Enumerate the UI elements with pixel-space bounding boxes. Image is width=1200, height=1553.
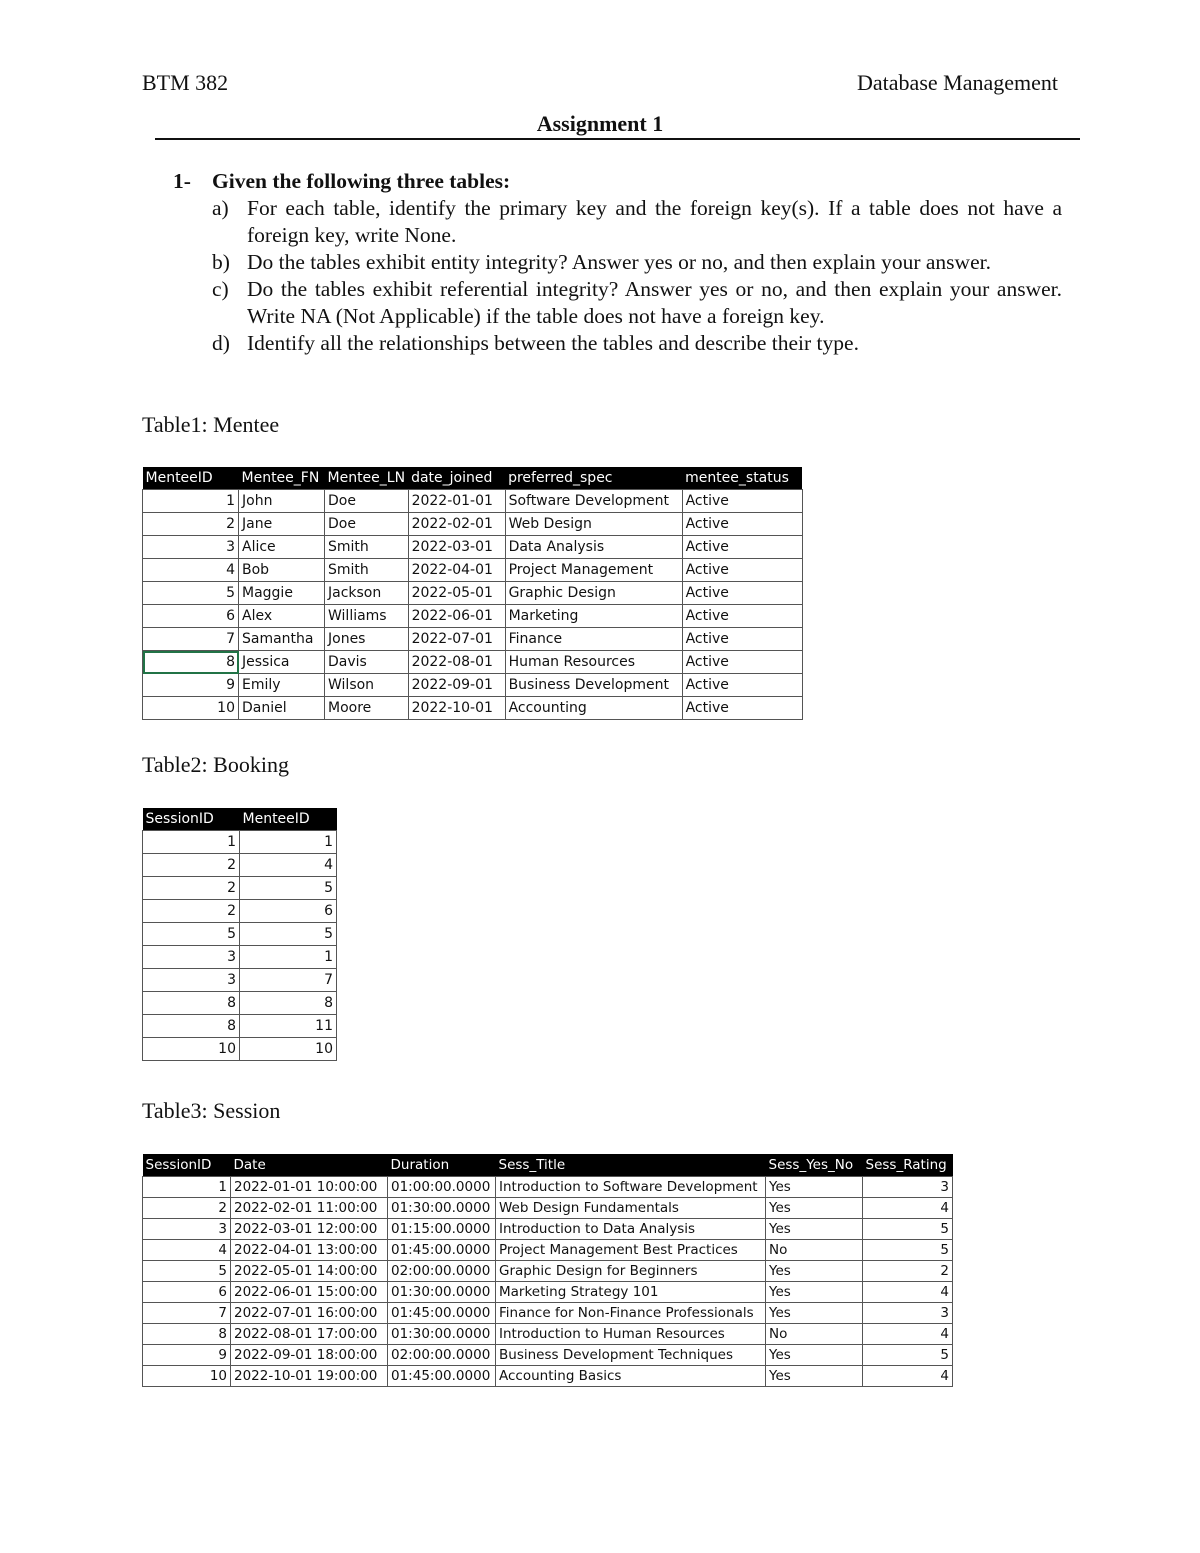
column-header[interactable]: Date: [231, 1154, 388, 1177]
table-cell[interactable]: Introduction to Software Development: [496, 1177, 766, 1198]
column-header[interactable]: Duration: [388, 1154, 496, 1177]
table-row: [143, 559, 803, 582]
table-cell[interactable]: 3: [863, 1177, 953, 1198]
table-row: [143, 900, 337, 923]
table-cell[interactable]: 2022-05-01 14:00:00: [231, 1261, 388, 1282]
table-cell[interactable]: Active: [682, 582, 802, 605]
table-cell[interactable]: Moore: [325, 697, 409, 720]
table-row: [143, 946, 337, 969]
table-cell[interactable]: Marketing Strategy 101: [496, 1282, 766, 1303]
table-cell[interactable]: Smith: [325, 559, 409, 582]
table-cell[interactable]: 2: [143, 877, 240, 900]
table-cell[interactable]: Emily: [239, 674, 325, 697]
table-cell[interactable]: Yes: [766, 1219, 863, 1240]
table-cell[interactable]: Yes: [766, 1261, 863, 1282]
table-cell[interactable]: Yes: [766, 1198, 863, 1219]
table-cell[interactable]: 9: [143, 1345, 231, 1366]
table-cell[interactable]: Active: [682, 513, 802, 536]
table-cell[interactable]: Wilson: [325, 674, 409, 697]
table-row: [143, 1038, 337, 1061]
table-cell[interactable]: 11: [240, 1015, 337, 1038]
table-cell[interactable]: 02:00:00.0000: [388, 1261, 496, 1282]
table-cell[interactable]: Web Design Fundamentals: [496, 1198, 766, 1219]
table-row: [143, 490, 803, 513]
table-cell[interactable]: 9: [143, 674, 239, 697]
table-cell[interactable]: 10: [240, 1038, 337, 1061]
question-number: 1-: [173, 169, 191, 193]
table-cell[interactable]: Introduction to Data Analysis: [496, 1219, 766, 1240]
table-cell[interactable]: 2022-01-01 10:00:00: [231, 1177, 388, 1198]
table-cell[interactable]: Yes: [766, 1177, 863, 1198]
item-label: c): [212, 277, 229, 301]
table-row: [143, 1366, 953, 1387]
table-cell[interactable]: 3: [143, 1219, 231, 1240]
table-cell[interactable]: Business Development Techniques: [496, 1345, 766, 1366]
table-cell[interactable]: 7: [240, 969, 337, 992]
table-cell[interactable]: 2022-09-01: [408, 674, 505, 697]
table-row: [143, 923, 337, 946]
mentee-table: [142, 467, 803, 720]
table-cell[interactable]: 8: [143, 1324, 231, 1345]
table-cell[interactable]: 5: [143, 582, 239, 605]
table-cell[interactable]: 5: [240, 923, 337, 946]
table-cell[interactable]: Jessica: [239, 651, 325, 674]
table-cell[interactable]: 3: [863, 1303, 953, 1324]
table-cell[interactable]: Samantha: [239, 628, 325, 651]
table-cell[interactable]: Active: [682, 605, 802, 628]
table-cell[interactable]: 6: [143, 605, 239, 628]
course-code: BTM 382: [142, 70, 229, 95]
table-cell[interactable]: 01:30:00.0000: [388, 1282, 496, 1303]
table-cell[interactable]: Marketing: [505, 605, 682, 628]
table-cell[interactable]: John: [239, 490, 325, 513]
table-cell[interactable]: 2: [143, 900, 240, 923]
table-cell[interactable]: 2022-08-01 17:00:00: [231, 1324, 388, 1345]
column-header[interactable]: preferred_spec: [505, 467, 682, 490]
table-cell[interactable]: 8: [143, 992, 240, 1015]
table-cell[interactable]: Williams: [325, 605, 409, 628]
table-cell[interactable]: Yes: [766, 1303, 863, 1324]
table-cell[interactable]: 2022-02-01 11:00:00: [231, 1198, 388, 1219]
item-text: Do the tables exhibit entity integrity? Answer yes or no, and then explain your answer.: [247, 250, 991, 274]
table-cell[interactable]: Yes: [766, 1366, 863, 1387]
table3-caption: Table3: Session: [142, 1098, 281, 1123]
table-cell[interactable]: 2022-10-01: [408, 697, 505, 720]
table-header-row: [143, 808, 337, 831]
table-cell[interactable]: 4: [143, 1240, 231, 1261]
table-cell[interactable]: 1: [143, 1177, 231, 1198]
table-cell[interactable]: 3: [143, 969, 240, 992]
table-cell[interactable]: 01:15:00.0000: [388, 1219, 496, 1240]
item-label: a): [212, 196, 229, 220]
table-cell[interactable]: 5: [863, 1219, 953, 1240]
table-row: [143, 1261, 953, 1282]
page-title: Assignment 1: [536, 111, 664, 136]
table-cell[interactable]: Finance: [505, 628, 682, 651]
table-cell[interactable]: 01:30:00.0000: [388, 1324, 496, 1345]
table-cell[interactable]: 4: [863, 1198, 953, 1219]
table-cell[interactable]: 8: [143, 651, 239, 674]
table-row: [143, 1282, 953, 1303]
item-label: b): [212, 250, 230, 274]
table-cell[interactable]: Finance for Non-Finance Professionals: [496, 1303, 766, 1324]
table-cell[interactable]: 2022-08-01: [408, 651, 505, 674]
table-cell[interactable]: Project Management: [505, 559, 682, 582]
table-cell[interactable]: Project Management Best Practices: [496, 1240, 766, 1261]
table-row: [143, 1303, 953, 1324]
table-cell[interactable]: 6: [240, 900, 337, 923]
column-header[interactable]: Sess_Title: [496, 1154, 766, 1177]
table-cell[interactable]: Smith: [325, 536, 409, 559]
question-heading: Given the following three tables:: [212, 169, 511, 193]
table-cell[interactable]: Bob: [239, 559, 325, 582]
table-cell[interactable]: 2022-02-01: [408, 513, 505, 536]
table-row: [143, 969, 337, 992]
table-cell[interactable]: 02:00:00.0000: [388, 1345, 496, 1366]
table-header-row: [143, 1154, 953, 1177]
table-cell[interactable]: Doe: [325, 513, 409, 536]
table-row: [143, 1219, 953, 1240]
table-cell[interactable]: 2022-09-01 18:00:00: [231, 1345, 388, 1366]
table-cell[interactable]: 1: [143, 831, 240, 854]
table-row: [143, 877, 337, 900]
table-cell[interactable]: Data Analysis: [505, 536, 682, 559]
table-cell[interactable]: 4: [143, 559, 239, 582]
table2-caption: Table2: Booking: [142, 752, 289, 777]
table-row: [143, 854, 337, 877]
table-cell[interactable]: Graphic Design: [505, 582, 682, 605]
column-header[interactable]: MenteeID: [240, 808, 337, 831]
table-cell[interactable]: 01:30:00.0000: [388, 1198, 496, 1219]
item-text: Identify all the relationships between the tables and describe their type.: [247, 331, 859, 355]
table-cell[interactable]: 1: [240, 946, 337, 969]
table-cell[interactable]: Active: [682, 559, 802, 582]
table-cell[interactable]: 4: [863, 1366, 953, 1387]
table-cell[interactable]: 2022-01-01: [408, 490, 505, 513]
table-cell[interactable]: Accounting: [505, 697, 682, 720]
table-cell[interactable]: 5: [863, 1345, 953, 1366]
table-cell[interactable]: Alex: [239, 605, 325, 628]
table-row: [143, 1198, 953, 1219]
table-cell[interactable]: Accounting Basics: [496, 1366, 766, 1387]
table-cell[interactable]: 1: [143, 490, 239, 513]
column-header[interactable]: date_joined: [408, 467, 505, 490]
column-header[interactable]: mentee_status: [682, 467, 802, 490]
table-cell[interactable]: Maggie: [239, 582, 325, 605]
column-header[interactable]: SessionID: [143, 1154, 231, 1177]
table-cell[interactable]: 2022-07-01 16:00:00: [231, 1303, 388, 1324]
table-cell[interactable]: 4: [240, 854, 337, 877]
table-row: [143, 513, 803, 536]
table-row: [143, 628, 803, 651]
session-table: [142, 1154, 953, 1387]
table-cell[interactable]: 5: [863, 1240, 953, 1261]
table-cell[interactable]: 2022-07-01: [408, 628, 505, 651]
table-cell[interactable]: 3: [143, 946, 240, 969]
table-cell[interactable]: Active: [682, 536, 802, 559]
table-cell[interactable]: Graphic Design for Beginners: [496, 1261, 766, 1282]
table-cell[interactable]: 01:00:00.0000: [388, 1177, 496, 1198]
table-cell[interactable]: 8: [240, 992, 337, 1015]
item-text: Do the tables exhibit referential integrity? Answer yes or no, and then explain your answer. Write NA (Not Applicable) if the table does not have a foreign key.: [247, 277, 1062, 328]
table-cell[interactable]: 2022-10-01 19:00:00: [231, 1366, 388, 1387]
table-cell[interactable]: 10: [143, 697, 239, 720]
table-cell[interactable]: Yes: [766, 1282, 863, 1303]
table-cell[interactable]: 5: [143, 1261, 231, 1282]
table-cell[interactable]: 2: [863, 1261, 953, 1282]
column-header[interactable]: SessionID: [143, 808, 240, 831]
table-row: [143, 992, 337, 1015]
table-row: [143, 582, 803, 605]
table-cell[interactable]: 10: [143, 1038, 240, 1061]
table-cell[interactable]: Daniel: [239, 697, 325, 720]
column-header[interactable]: MenteeID: [143, 467, 239, 490]
table-cell[interactable]: Active: [682, 697, 802, 720]
title-rule: [155, 138, 1080, 140]
table-cell[interactable]: 2022-04-01: [408, 559, 505, 582]
table-cell[interactable]: 2: [143, 1198, 231, 1219]
table-cell[interactable]: 4: [863, 1324, 953, 1345]
table-cell[interactable]: Business Development: [505, 674, 682, 697]
table-cell[interactable]: 2022-03-01 12:00:00: [231, 1219, 388, 1240]
table-cell[interactable]: 3: [143, 536, 239, 559]
column-header[interactable]: Sess_Yes_No: [766, 1154, 863, 1177]
table-cell[interactable]: 5: [143, 923, 240, 946]
table-row: [143, 1240, 953, 1261]
table-cell[interactable]: Active: [682, 628, 802, 651]
column-header[interactable]: Sess_Rating: [863, 1154, 953, 1177]
table-cell[interactable]: No: [766, 1324, 863, 1345]
table-cell[interactable]: Active: [682, 674, 802, 697]
item-label: d): [212, 331, 230, 355]
table-cell[interactable]: Active: [682, 490, 802, 513]
column-header[interactable]: Mentee_FN: [239, 467, 325, 490]
table-row: [143, 1015, 337, 1038]
table-cell[interactable]: 01:45:00.0000: [388, 1240, 496, 1261]
table-cell[interactable]: Web Design: [505, 513, 682, 536]
table-cell[interactable]: 4: [863, 1282, 953, 1303]
item-text: For each table, identify the primary key and the foreign key(s). If a table does not have a foreign key, write None.: [247, 196, 1062, 247]
table-cell[interactable]: 01:45:00.0000: [388, 1366, 496, 1387]
table-cell[interactable]: 2: [143, 854, 240, 877]
table-cell[interactable]: Jackson: [325, 582, 409, 605]
table-cell[interactable]: Davis: [325, 651, 409, 674]
table-cell[interactable]: Jones: [325, 628, 409, 651]
table-cell[interactable]: 01:45:00.0000: [388, 1303, 496, 1324]
table-cell[interactable]: Software Development: [505, 490, 682, 513]
table-cell[interactable]: Introduction to Human Resources: [496, 1324, 766, 1345]
table-cell[interactable]: Yes: [766, 1345, 863, 1366]
table-cell[interactable]: 2: [143, 513, 239, 536]
table-cell[interactable]: 2022-06-01 15:00:00: [231, 1282, 388, 1303]
table-cell[interactable]: 2022-03-01: [408, 536, 505, 559]
table-cell[interactable]: 6: [143, 1282, 231, 1303]
table-cell[interactable]: 2022-06-01: [408, 605, 505, 628]
table-cell[interactable]: Alice: [239, 536, 325, 559]
table-row: [143, 651, 803, 674]
table-row: [143, 605, 803, 628]
table-row: [143, 1324, 953, 1345]
table-cell[interactable]: Doe: [325, 490, 409, 513]
table-cell[interactable]: Active: [682, 651, 802, 674]
table-row: [143, 1345, 953, 1366]
table-cell[interactable]: 2022-04-01 13:00:00: [231, 1240, 388, 1261]
table-cell[interactable]: 10: [143, 1366, 231, 1387]
table-cell[interactable]: 5: [240, 877, 337, 900]
table-cell[interactable]: No: [766, 1240, 863, 1261]
table-cell[interactable]: Jane: [239, 513, 325, 536]
column-header[interactable]: Mentee_LN: [325, 467, 409, 490]
course-subject: Database Management: [857, 70, 1058, 95]
table-row: [143, 831, 337, 854]
table-row: [143, 1177, 953, 1198]
table-cell[interactable]: 1: [240, 831, 337, 854]
table-cell[interactable]: 2022-05-01: [408, 582, 505, 605]
booking-table: [142, 808, 337, 1061]
table-header-row: [143, 467, 803, 490]
table1-caption: Table1: Mentee: [142, 412, 280, 437]
table-row: [143, 674, 803, 697]
table-cell[interactable]: Human Resources: [505, 651, 682, 674]
table-cell[interactable]: 7: [143, 628, 239, 651]
table-cell[interactable]: 8: [143, 1015, 240, 1038]
table-cell[interactable]: 7: [143, 1303, 231, 1324]
table-row: [143, 697, 803, 720]
table-row: [143, 536, 803, 559]
